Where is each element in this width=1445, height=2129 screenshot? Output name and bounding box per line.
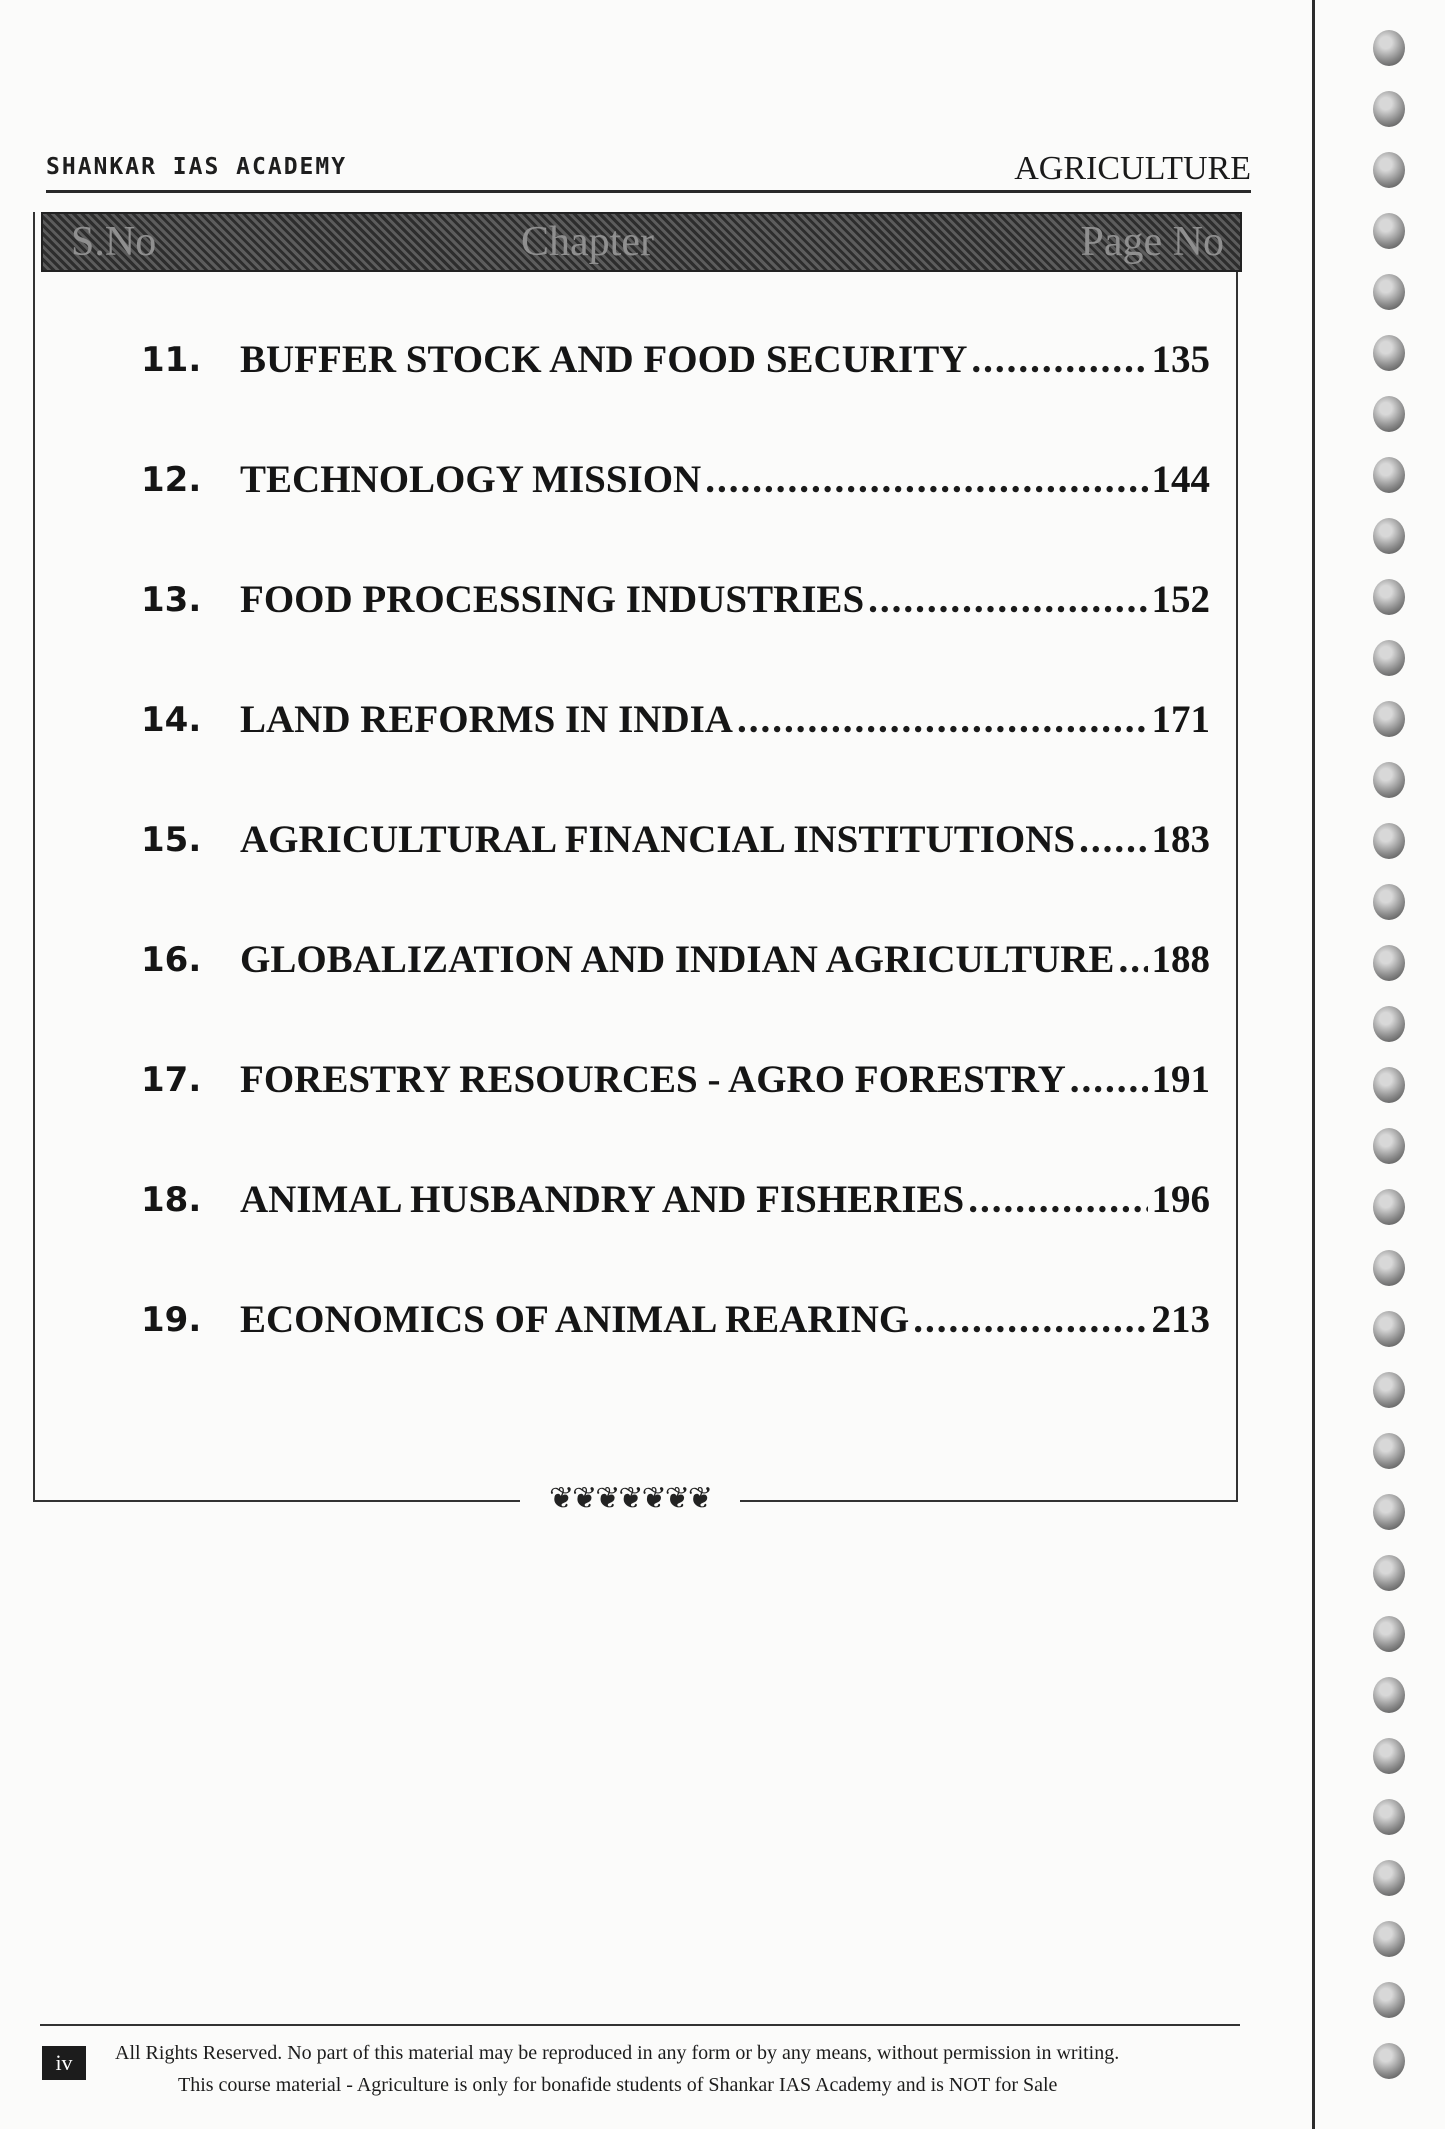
dot-leader — [1079, 810, 1147, 870]
binding-hole — [1373, 274, 1405, 310]
dot-leader — [868, 570, 1147, 630]
dot-leader — [737, 690, 1148, 750]
binding-hole — [1373, 457, 1405, 493]
toc-row — [105, 570, 1210, 630]
binding-hole — [1373, 823, 1405, 859]
chapter-title: FOOD PROCESSING INDUSTRIES — [240, 578, 865, 621]
chapter-title: ECONOMICS OF ANIMAL REARING — [240, 1298, 910, 1341]
chapter-title: BUFFER STOCK AND FOOD SECURITY — [240, 338, 968, 381]
chapter-number: 18. — [141, 1180, 202, 1220]
chapter-number: 15. — [141, 820, 202, 860]
dot-leader — [1070, 1050, 1148, 1110]
chapter-title: GLOBALIZATION AND INDIAN AGRICULTURE — [240, 938, 1115, 981]
header-sno: S.No — [71, 219, 157, 265]
binding-hole — [1373, 518, 1405, 554]
dot-leader — [705, 450, 1147, 510]
chapter-page: 144 — [1151, 458, 1210, 501]
toc-row — [105, 450, 1210, 510]
binding-hole — [1373, 762, 1405, 798]
binding-hole — [1373, 1677, 1405, 1713]
chapter-page: 188 — [1151, 938, 1210, 981]
binding-hole — [1373, 396, 1405, 432]
chapter-number: 14. — [141, 700, 202, 740]
binding-hole — [1373, 1555, 1405, 1591]
dot-leader — [971, 330, 1147, 390]
chapter-page: 213 — [1151, 1298, 1210, 1341]
toc-header-bar — [41, 212, 1242, 272]
dot-leader — [1118, 930, 1147, 990]
chapter-line — [240, 450, 1210, 510]
chapter-title: TECHNOLOGY MISSION — [240, 458, 702, 501]
binding-hole — [1373, 579, 1405, 615]
toc-row — [105, 810, 1210, 870]
chapter-line — [240, 330, 1210, 390]
chapter-line — [240, 810, 1210, 870]
chapter-line — [240, 690, 1210, 750]
binding-hole — [1373, 1799, 1405, 1835]
binding-hole — [1373, 1921, 1405, 1957]
table-of-contents — [33, 212, 1238, 1502]
toc-row — [105, 1290, 1210, 1350]
toc-row — [105, 330, 1210, 390]
chapter-page: 152 — [1151, 578, 1210, 621]
chapter-page: 191 — [1151, 1058, 1210, 1101]
binding-hole — [1373, 335, 1405, 371]
binding-hole — [1373, 91, 1405, 127]
chapter-page: 183 — [1151, 818, 1210, 861]
binding-hole — [1373, 945, 1405, 981]
binding-hole — [1373, 2043, 1405, 2079]
page-header — [46, 150, 1251, 193]
chapter-number: 17. — [141, 1060, 202, 1100]
binding-hole — [1373, 1311, 1405, 1347]
spiral-binding — [1312, 0, 1445, 2129]
binding-hole — [1373, 1616, 1405, 1652]
academy-brand: SHANKAR IAS ACADEMY — [46, 154, 348, 180]
toc-row — [105, 690, 1210, 750]
chapter-page: 196 — [1151, 1178, 1210, 1221]
binding-hole — [1373, 1067, 1405, 1103]
sale-notice: This course material - Agriculture is only for bonafide students of Shankar IAS Academy and is NOT for Sale — [178, 2074, 1058, 2096]
toc-row — [105, 1170, 1210, 1230]
chapter-title: FORESTRY RESOURCES - AGRO FORESTRY — [240, 1058, 1066, 1101]
binding-hole — [1373, 213, 1405, 249]
rights-notice: All Rights Reserved. No part of this material may be reproduced in any form or by any means, without permission in writing. — [115, 2042, 1120, 2064]
binding-hole — [1373, 1738, 1405, 1774]
chapter-title: LAND REFORMS IN INDIA — [240, 698, 733, 741]
chapter-page: 135 — [1151, 338, 1210, 381]
chapter-line — [240, 1170, 1210, 1230]
binding-hole — [1373, 640, 1405, 676]
page-number-badge: iv — [42, 2046, 86, 2080]
chapter-number: 16. — [141, 940, 202, 980]
binding-hole — [1373, 1128, 1405, 1164]
chapter-line — [240, 930, 1210, 990]
page-footer — [40, 2024, 1240, 2096]
chapter-line — [240, 1290, 1210, 1350]
chapter-number: 13. — [141, 580, 202, 620]
chapter-number: 19. — [141, 1300, 202, 1340]
header-page: Page No — [1080, 219, 1224, 265]
toc-row — [105, 930, 1210, 990]
chapter-page: 171 — [1151, 698, 1210, 741]
binding-hole — [1373, 30, 1405, 66]
chapter-number: 11. — [141, 340, 202, 380]
binding-hole — [1373, 1494, 1405, 1530]
binding-hole — [1373, 1860, 1405, 1896]
dot-leader — [968, 1170, 1147, 1230]
chapter-line — [240, 570, 1210, 630]
binding-hole — [1373, 701, 1405, 737]
binding-hole — [1373, 1982, 1405, 2018]
chapter-line — [240, 1050, 1210, 1110]
header-chapter: Chapter — [521, 219, 654, 265]
binding-hole — [1373, 1250, 1405, 1286]
toc-row — [105, 1050, 1210, 1110]
decorative-ornament: ❦❦❦❦❦❦❦ — [520, 1482, 740, 1516]
binding-hole — [1373, 1189, 1405, 1225]
dot-leader — [913, 1290, 1147, 1350]
chapter-number: 12. — [141, 460, 202, 500]
section-title: AGRICULTURE — [1014, 150, 1251, 187]
binding-hole — [1373, 152, 1405, 188]
binding-hole — [1373, 1006, 1405, 1042]
binding-hole — [1373, 1372, 1405, 1408]
binding-hole — [1373, 884, 1405, 920]
binding-hole — [1373, 1433, 1405, 1469]
chapter-title: ANIMAL HUSBANDRY AND FISHERIES — [240, 1178, 965, 1221]
chapter-title: AGRICULTURAL FINANCIAL INSTITUTIONS — [240, 818, 1076, 861]
